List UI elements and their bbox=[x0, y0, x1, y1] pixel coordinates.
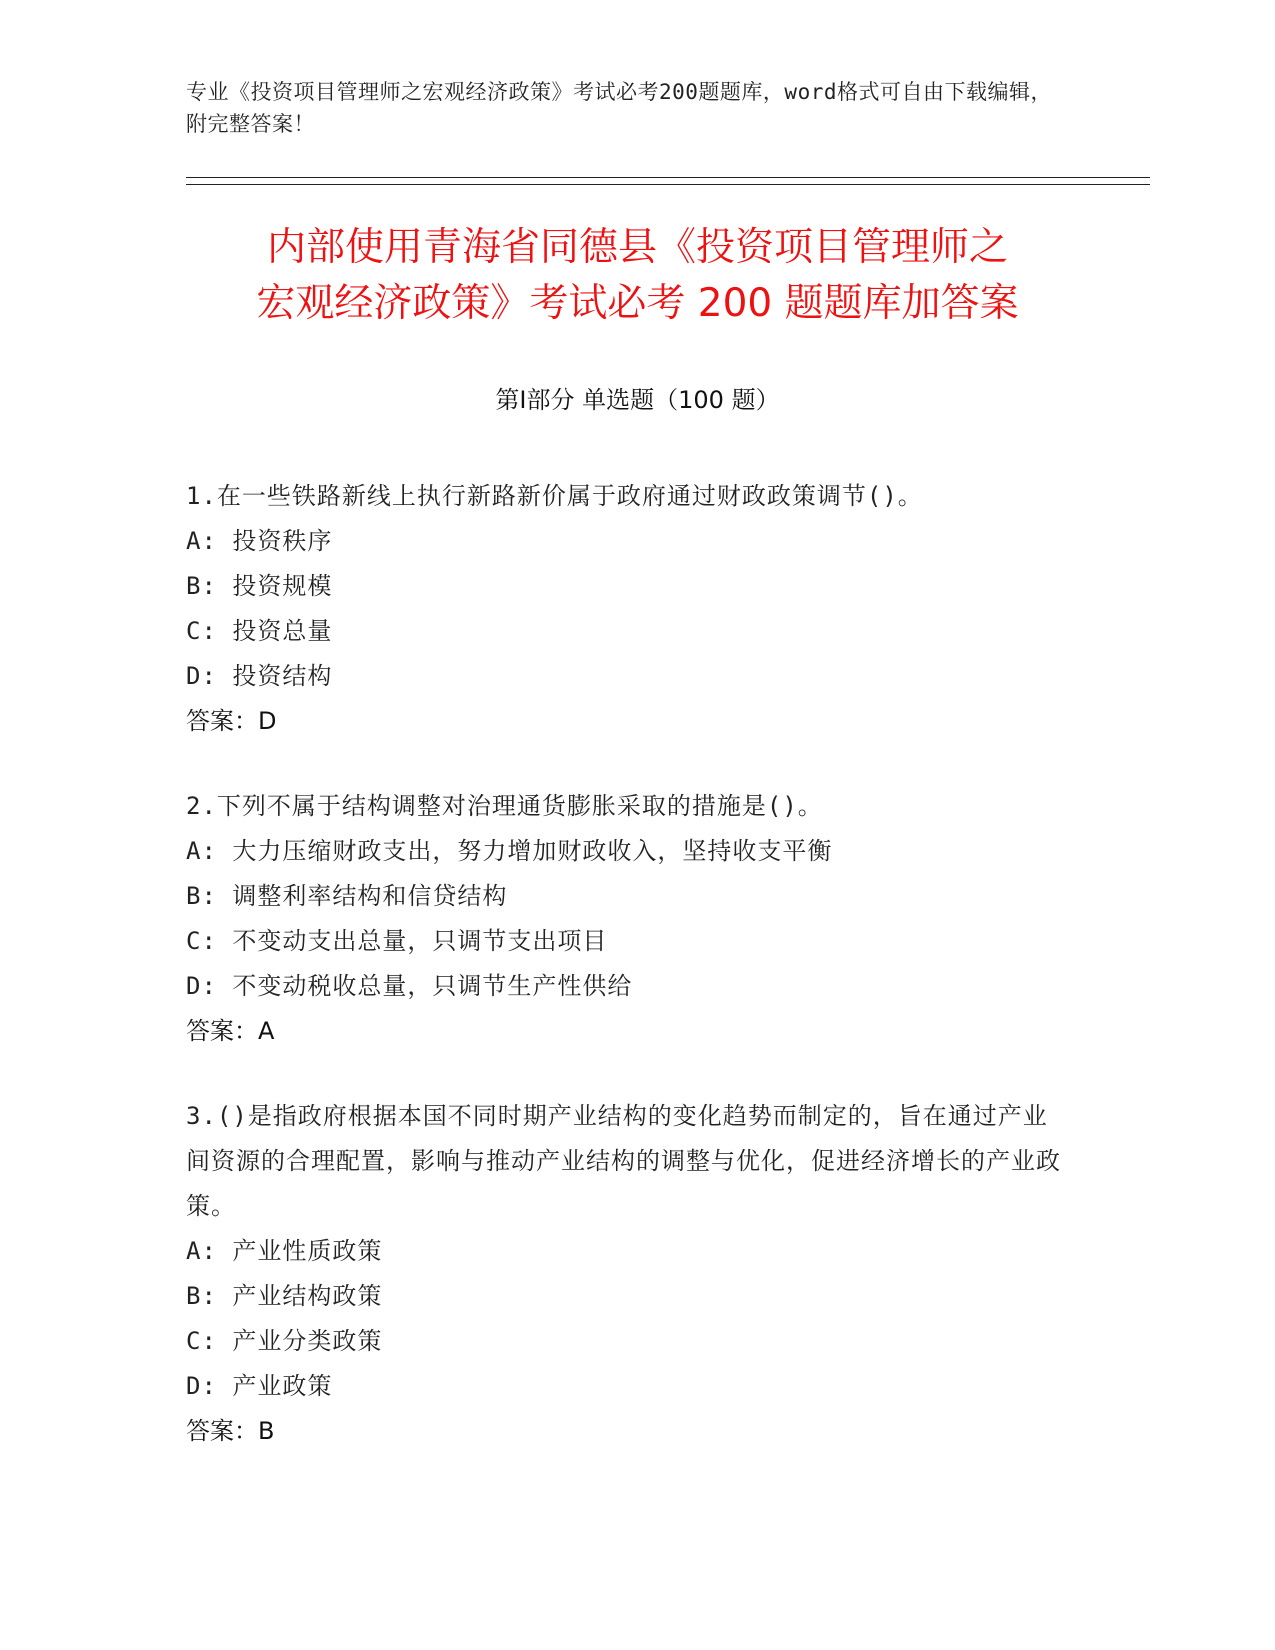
answer: 答案：A bbox=[186, 1017, 275, 1045]
question-stem: 1.在一些铁路新线上执行新路新价属于政府通过财政政策调节()。 bbox=[186, 482, 923, 510]
option-a: A: 产业性质政策 bbox=[186, 1237, 383, 1265]
question-stem: 2.下列不属于结构调整对治理通货膨胀采取的措施是()。 bbox=[186, 792, 823, 820]
question-1 bbox=[186, 474, 1066, 744]
answer: 答案：D bbox=[186, 707, 277, 735]
question-stem: 3.()是指政府根据本国不同时期产业结构的变化趋势而制定的，旨在通过产业间资源的合理配置，影响与推动产业结构的调整与优化，促进经济增长的产业政策。 bbox=[186, 1102, 1061, 1220]
option-b: B: 产业结构政策 bbox=[186, 1282, 383, 1310]
option-a: A: 投资秩序 bbox=[186, 527, 333, 555]
title-line-1: 内部使用青海省同德县《投资项目管理师之 bbox=[266, 225, 1008, 270]
option-c: C: 不变动支出总量，只调节支出项目 bbox=[186, 927, 608, 955]
answer: 答案：B bbox=[186, 1417, 275, 1445]
header-divider-bottom bbox=[186, 184, 1150, 185]
question-2 bbox=[186, 784, 1066, 1054]
section-heading: 第Ⅰ部分 单选题（100 题） bbox=[495, 386, 780, 414]
question-list bbox=[186, 474, 1066, 1494]
option-d: D: 投资结构 bbox=[186, 662, 333, 690]
option-d: D: 产业政策 bbox=[186, 1372, 333, 1400]
question-3 bbox=[186, 1094, 1066, 1454]
option-d: D: 不变动税收总量，只调节生产性供给 bbox=[186, 972, 633, 1000]
option-c: C: 投资总量 bbox=[186, 617, 333, 645]
option-b: B: 调整利率结构和信贷结构 bbox=[186, 882, 508, 910]
header-note: 专业《投资项目管理师之宏观经济政策》考试必考200题题库，word格式可自由下载编辑，附完整答案！ bbox=[186, 80, 1052, 136]
title-line-2: 宏观经济政策》考试必考 200 题题库加答案 bbox=[256, 281, 1019, 326]
document-title bbox=[150, 220, 1125, 332]
option-a: A: 大力压缩财政支出，努力增加财政收入，坚持收支平衡 bbox=[186, 837, 833, 865]
header-divider-top bbox=[186, 177, 1150, 178]
option-b: B: 投资规模 bbox=[186, 572, 333, 600]
option-c: C: 产业分类政策 bbox=[186, 1327, 383, 1355]
